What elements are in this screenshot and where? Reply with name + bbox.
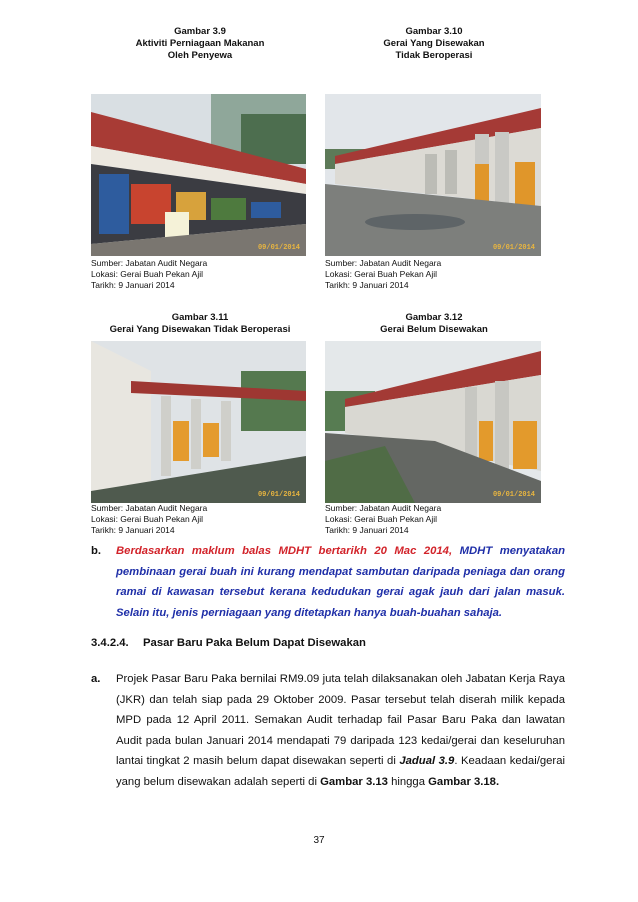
paragraph-label: a.	[91, 673, 101, 685]
paragraph-label: b.	[91, 545, 102, 557]
photo-stalls-not-rented	[325, 341, 541, 503]
figure-caption	[325, 258, 441, 291]
caption-location: Lokasi: Gerai Buah Pekan Ajil	[325, 269, 437, 279]
caption-location: Lokasi: Gerai Buah Pekan Ajil	[325, 514, 437, 524]
caption-date: Tarikh: 9 Januari 2014	[325, 525, 409, 535]
paragraph-body: .	[495, 775, 500, 788]
section-number: 3.4.2.4.	[91, 637, 129, 649]
photo-rented-stalls-not-operating	[91, 341, 306, 503]
caption-date: Tarikh: 9 Januari 2014	[91, 280, 175, 290]
figure-subtitle: Gerai Yang Disewakan	[383, 38, 485, 49]
date-stamp: 09/01/2014	[257, 491, 300, 499]
caption-source: Sumber: Jabatan Audit Negara	[325, 503, 442, 513]
figure-subtitle: Tidak Beroperasi	[395, 50, 473, 61]
caption-location: Lokasi: Gerai Buah Pekan Ajil	[91, 514, 203, 524]
figure-caption	[325, 503, 441, 536]
paragraph-text	[116, 541, 565, 623]
caption-source: Sumber: Jabatan Audit Negara	[91, 503, 208, 513]
paragraph-b	[91, 541, 565, 625]
figure-caption	[91, 503, 207, 536]
paragraph-body: Projek Pasar Baru Paka bernilai RM9.09 juta telah dilaksanakan oleh Jabatan Kerja Raya (JKR) dan telah siap pada 29 Oktober 2009. Pasar tersebut telah diserah milik kepada MPD pada 12 April 2011. Semakan Audit terhadap fail Pasar Baru Paka dan lawatan Audit pada bulan Januari 2014 mendapati 79 daripada 123 kedai/gerai dan keseluruhan lantai tingkat 2 masih belum dapat disewakan seperti di	[116, 673, 565, 767]
photo-fruit-stall-activity	[91, 94, 306, 256]
section-title: Pasar Baru Paka Belum Dapat Disewakan	[143, 637, 366, 649]
figure-3-11	[91, 312, 309, 336]
response-text: MDHT menyatakan pembinaan gerai buah ini kurang mendapat sambutan daripada peniaga dan orang ramai di kawasan tersebut kerana kedudukan gerai agak jauh dari jalan masuk. Selain itu, jenis perniagaan yang ditetapkan hanya buah-buahan sahaja.	[116, 545, 565, 619]
table-reference: Jadual 3.9	[399, 755, 455, 767]
figure-reference: Gambar 3.18	[428, 775, 496, 788]
figure-title: Gambar 3.10	[405, 26, 463, 37]
figure-subtitle: Oleh Penyewa	[167, 50, 233, 61]
figure-3-9	[91, 2, 309, 62]
figure-subtitle: Gerai Belum Disewakan	[380, 324, 488, 335]
figure-subtitle: Gerai Yang Disewakan Tidak Beroperasi	[109, 324, 291, 335]
date-stamp: 09/01/2014	[492, 244, 535, 252]
caption-date: Tarikh: 9 Januari 2014	[325, 280, 409, 290]
figure-3-12	[325, 312, 543, 336]
response-date-text: Berdasarkan maklum balas MDHT bertarikh 20 Mac 2014,	[116, 545, 453, 557]
figure-caption	[91, 258, 207, 291]
section-heading	[91, 637, 366, 649]
figure-title: Gambar 3.11	[171, 312, 229, 323]
caption-location: Lokasi: Gerai Buah Pekan Ajil	[91, 269, 203, 279]
photo-rented-stalls-closed	[325, 94, 541, 256]
paragraph-text	[116, 669, 565, 792]
caption-source: Sumber: Jabatan Audit Negara	[325, 258, 442, 268]
page-number: 37	[313, 835, 325, 846]
date-stamp: 09/01/2014	[492, 491, 535, 499]
caption-date: Tarikh: 9 Januari 2014	[91, 525, 175, 535]
figure-3-10	[325, 2, 543, 62]
figure-title: Gambar 3.9	[174, 26, 226, 37]
date-stamp: 09/01/2014	[257, 244, 300, 252]
figure-reference: Gambar 3.13	[320, 775, 388, 788]
figure-subtitle: Aktiviti Perniagaan Makanan	[135, 38, 265, 49]
figure-title: Gambar 3.12	[405, 312, 463, 323]
caption-source: Sumber: Jabatan Audit Negara	[91, 258, 208, 268]
paragraph-a	[91, 669, 565, 799]
paragraph-body: hingga	[387, 775, 429, 788]
paragraph-body: . Keadaan kedai/gerai yang belum disewakan adalah seperti di	[116, 755, 565, 788]
